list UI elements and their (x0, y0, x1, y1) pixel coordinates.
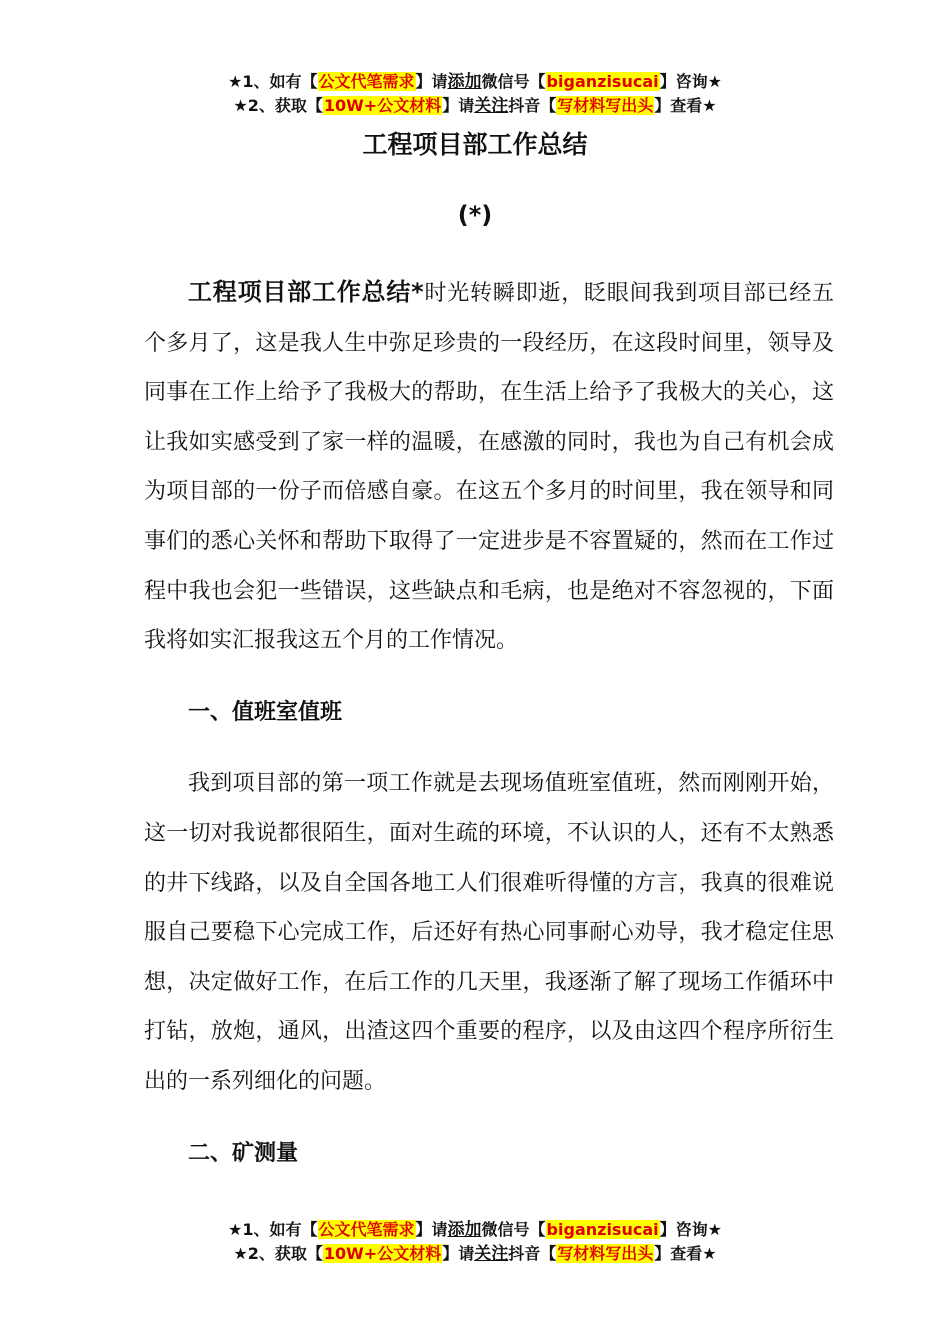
intro-text: 时光转瞬即逝，眨眼间我到项目部已经五个多月了，这是我人生中弥足珍贵的一段经历，在这段时间里，领导及同事在工作上给予了我极大的帮助，在生活上给予了我极大的关心，这让我如实感受到了家一样的温暖，在感激的同时，我也为自己有机会成为项目部的一份子而倍感自豪。在这五个多月的时间里，我在领导和同事们的悉心关怀和帮助下取得了一定进步是不容置疑的，然而在工作过程中我也会犯一些错误，这些缺点和毛病，也是绝对不容忽视的，下面我将如实汇报我这五个月的工作情况。 (144, 281, 834, 654)
underlined-keyword: 关注 (474, 1244, 509, 1264)
document-title: 工程项目部工作总结 (362, 130, 588, 159)
banner-text: 微信号【 (481, 72, 546, 91)
banner-line-1 (0, 70, 950, 94)
banner-text: 】查看★ (654, 1244, 717, 1263)
highlight-wechat-id: biganzisucai (546, 1220, 659, 1239)
intro-paragraph (144, 268, 834, 666)
banner-text: 】请 (442, 96, 475, 115)
banner-text: ★2、获取【 (233, 1244, 323, 1263)
bottom-banner (0, 1218, 950, 1266)
banner-text: 】请 (415, 72, 448, 91)
highlight-service: 公文代笔需求 (318, 72, 415, 91)
highlight-douyin: 写材料写出头 (557, 1244, 654, 1263)
banner-line-2 (0, 1242, 950, 1266)
banner-text: 】查看★ (654, 96, 717, 115)
lead-title: 工程项目部工作总结* (188, 278, 424, 306)
banner-text: 微信号【 (481, 1220, 546, 1239)
banner-text: 】咨询★ (659, 1220, 722, 1239)
section-heading-1: 一、值班室值班 (188, 699, 343, 725)
section-heading-2: 二、矿测量 (188, 1140, 299, 1166)
top-banner (0, 70, 950, 118)
underlined-keyword: 添加 (447, 72, 482, 92)
banner-text: ★1、如有【 (228, 1220, 318, 1239)
banner-text: 抖音【 (508, 96, 557, 115)
highlight-materials: 10W+公文材料 (323, 96, 442, 115)
underlined-keyword: 关注 (474, 96, 509, 116)
highlight-materials: 10W+公文材料 (323, 1244, 442, 1263)
highlight-wechat-id: biganzisucai (546, 72, 659, 91)
document-subtitle: (*) (457, 201, 493, 229)
banner-line-1 (0, 1218, 950, 1242)
banner-text: 】请 (442, 1244, 475, 1263)
document-body (144, 268, 834, 1178)
banner-text: ★2、获取【 (233, 96, 323, 115)
banner-text: ★1、如有【 (228, 72, 318, 91)
banner-text: 抖音【 (508, 1244, 557, 1263)
highlight-service: 公文代笔需求 (318, 1220, 415, 1239)
section-1-paragraph: 我到项目部的第一项工作就是去现场值班室值班，然而刚刚开始，这一切对我说都很陌生，面对生疏的环境，不认识的人，还有不太熟悉的井下线路，以及自全国各地工人们很难听得懂的方言，我真的很难说服自己要稳下心完成工作，后还好有热心同事耐心劝导，我才稳定住思想，决定做好工作，在后工作的几天里，我逐渐了解了现场工作循环中打钻，放炮，通风，出渣这四个重要的程序，以及由这四个程序所衍生出的一系列细化的问题。 (144, 771, 834, 1094)
banner-text: 】请 (415, 1220, 448, 1239)
highlight-douyin: 写材料写出头 (557, 96, 654, 115)
underlined-keyword: 添加 (447, 1220, 482, 1240)
banner-text: 】咨询★ (659, 72, 722, 91)
banner-line-2 (0, 94, 950, 118)
